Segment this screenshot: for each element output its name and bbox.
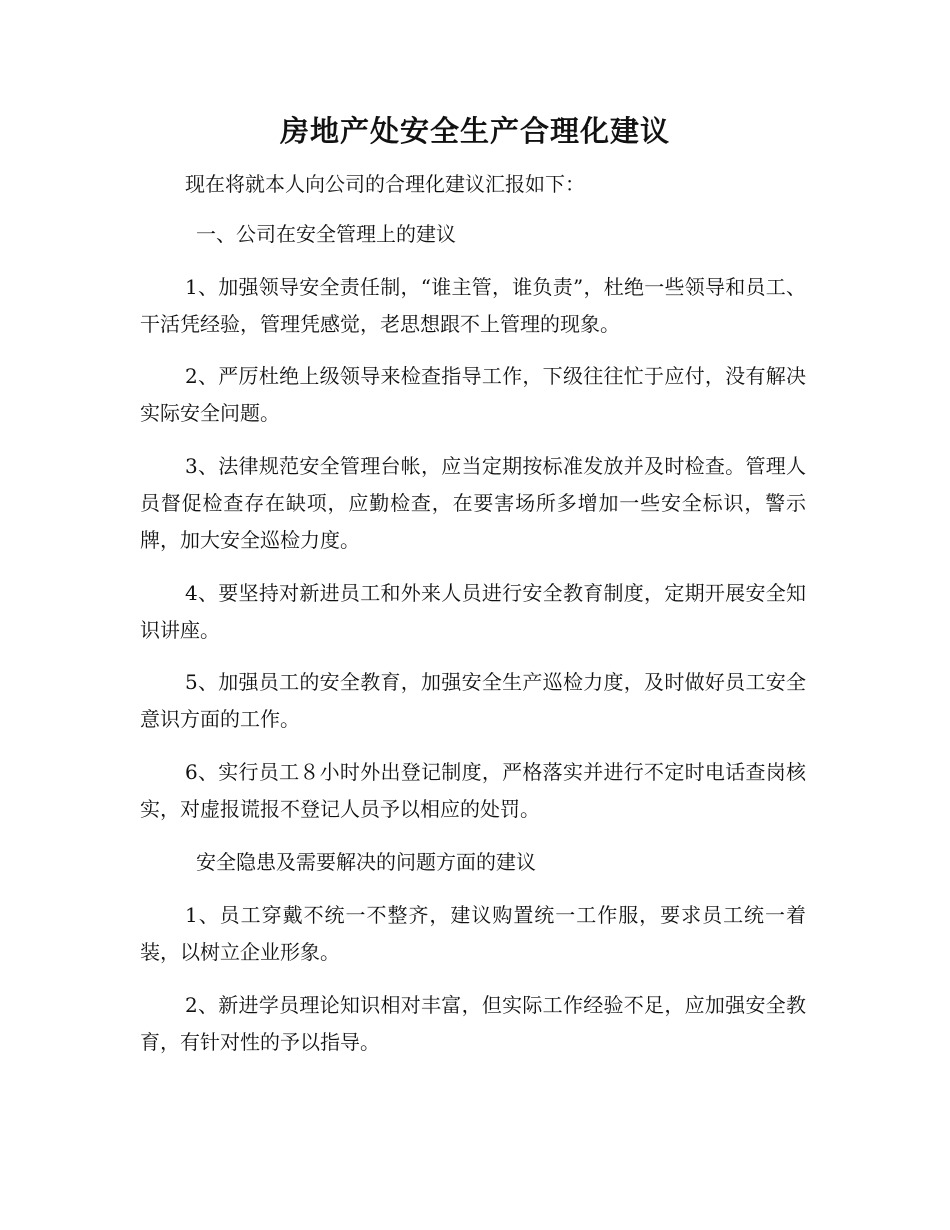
suggestion-item-4: 4、要坚持对新进员工和外来人员进行安全教育制度，定期开展安全知识讲座。 (140, 581, 806, 642)
suggestion-item-6: 6、实行员工８小时外出登记制度，严格落实并进行不定时电话查岗核实，对虚报谎报不登记人员予以相应的处罚。 (140, 760, 806, 821)
hazard-item-2: 2、新进学员理论知识相对丰富，但实际工作经验不足，应加强安全教育，有针对性的予以指导。 (140, 993, 806, 1054)
intro-paragraph: 现在将就本人向公司的合理化建议汇报如下： (185, 172, 585, 196)
section-heading-hazards: 安全隐患及需要解决的问题方面的建议 (196, 850, 536, 874)
suggestion-item-5: 5、加强员工的安全教育，加强安全生产巡检力度，及时做好员工安全意识方面的工作。 (140, 670, 806, 731)
suggestion-item-2: 2、严厉杜绝上级领导来检查指导工作，下级往往忙于应付，没有解决实际安全问题。 (140, 364, 806, 425)
suggestion-item-1: 1、加强领导安全责任制，“谁主管，谁负责”，杜绝一些领导和员工、干活凭经验，管理凭感觉，老思想跟不上管理的现象。 (140, 275, 806, 336)
hazard-item-1: 1、员工穿戴不统一不整齐，建议购置统一工作服，要求员工统一着装，以树立企业形象。 (140, 903, 806, 964)
suggestion-item-3: 3、法律规范安全管理台帐，应当定期按标准发放并及时检查。管理人员督促检查存在缺项，应勤检查，在要害场所多增加一些安全标识，警示牌，加大安全巡检力度。 (140, 454, 806, 552)
document-title: 房地产处安全生产合理化建议 (279, 114, 670, 148)
section-heading-safety-management: 一、公司在安全管理上的建议 (196, 222, 456, 246)
